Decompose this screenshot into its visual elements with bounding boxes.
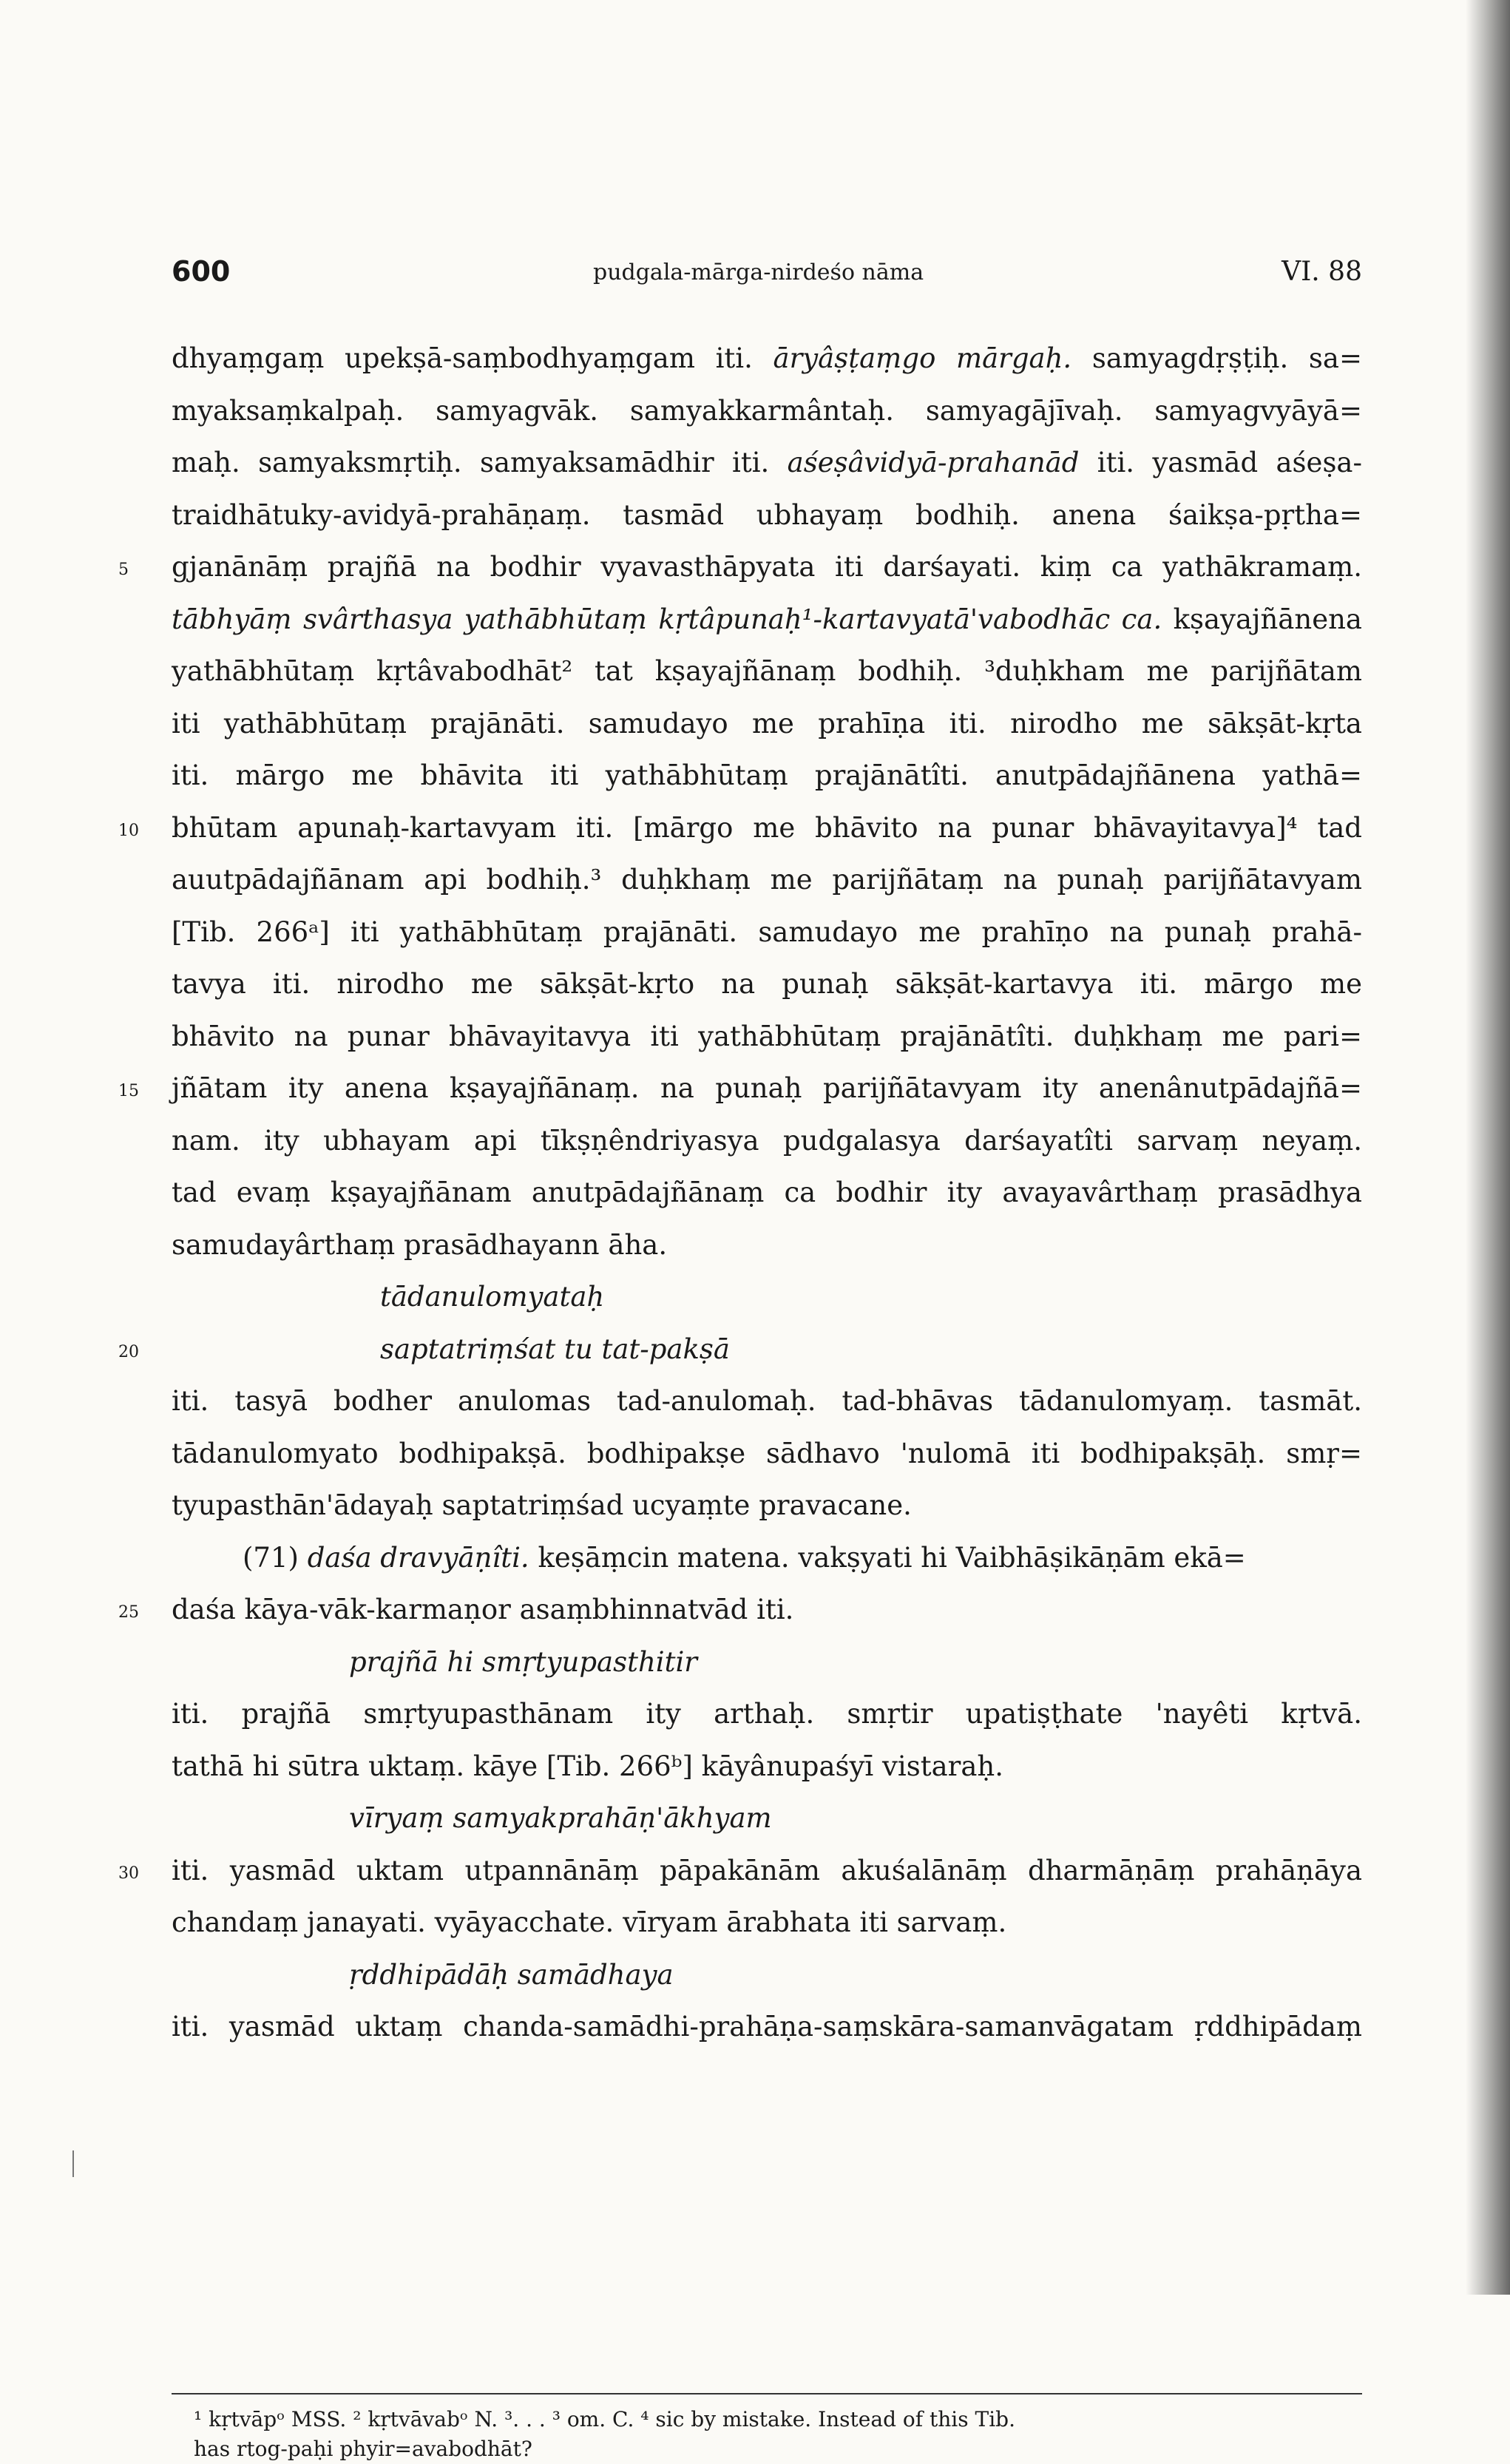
italic-verse: daśa dravyāṇîti. [307,1541,529,1574]
text-segment: keṣāṃcin matena. vakṣyati hi Vaibhāṣikāṇām ekā= [529,1541,1246,1574]
text-line [172,958,1362,1011]
text-segment: daśa kāya-vāk-karmaṇor asaṃbhinnatvād iti. [172,1594,794,1625]
italic-verse: vīryaṃ samyakprahāṇ'ākhyam [349,1802,772,1834]
text-segment: jñātam ity anena kṣayajñānaṃ. na punaḥ parijñātavyam ity anenânutpādajñā= [172,1072,1362,1104]
text-line [172,594,1362,646]
text-segment: samudayârthaṃ prasādhayann āha. [172,1228,668,1261]
page-header [172,255,1362,299]
text-segment: iti. yasmād aśeṣa- [1079,447,1362,478]
italic-verse: saptatriṃśat tu tat-pakṣā [380,1333,730,1365]
text-segment: gjanānāṃ prajñā na bodhir vyavasthāpyata iti darśayati. kiṃ ca yathākramaṃ. [172,551,1362,583]
text-line [172,1741,1362,1793]
text-segment: maḥ. samyaksmṛtiḥ. samyaksamādhir iti. [172,447,788,478]
text-line [172,1897,1362,1949]
italic-verse: prajñā hi smṛtyupasthitir [349,1645,697,1678]
text-segment: iti. tasyā bodher anulomas tad-anulomaḥ. tad-bhāvas tādanulomyaṃ. tasmāt. [172,1385,1362,1417]
text-segment: samyagdṛṣṭiḥ. sa= [1071,342,1362,374]
footnote-line: has rtog-paḥi phyir=avabodhāt? [194,2437,532,2461]
text-segment: bhūtam apunaḥ-kartavyam iti. [mārgo me bhāvito na punar bhāvayitavya]⁴ tad [172,811,1362,844]
text-line [172,907,1362,959]
text-segment: tathā hi sūtra uktaṃ. kāye [Tib. 266ᵇ] kāyânupaśyī vistaraḥ. [172,1750,1003,1782]
scan-shadow-edge [1466,0,1510,2295]
text-line [118,1324,1362,1376]
text-line [172,2001,1362,2054]
text-line [172,1167,1362,1219]
text-segment: tādanulomyato bodhipakṣā. bodhipakṣe sādhavo 'nulomā iti bodhipakṣāḥ. smṛ= [172,1437,1362,1469]
text-line [118,1063,1362,1115]
text-line [172,1480,1362,1532]
text-line [172,698,1362,751]
footnotes [194,2405,1362,2464]
text-line [172,1793,1362,1845]
line-number: 5 [118,561,129,579]
text-segment: [Tib. 266ᵃ] iti yathābhūtaṃ prajānāti. samudayo me prahīṇo na punaḥ prahā- [172,915,1362,948]
line-number: 15 [118,1082,139,1100]
text-segment: kṣayajñānena [1162,603,1362,635]
text-segment: iti yathābhūtaṃ prajānāti. samudayo me prahīṇa iti. nirodho me sākṣāt-kṛta [172,707,1362,739]
text-line [172,1375,1362,1428]
text-segment: iti. yasmād uktam utpannānāṃ pāpakānām akuśalānāṃ dharmāṇāṃ prahāṇāya [172,1854,1362,1886]
italic-verse: tādanulomyataḥ [380,1281,605,1313]
footnote-rule [172,2393,1362,2394]
text-line [172,1688,1362,1741]
line-number: 20 [118,1342,139,1361]
text-segment: traidhātuky-avidyā-prahāṇaṃ. tasmād ubhayaṃ bodhiḥ. anena śaikṣa-pṛtha= [172,498,1362,531]
text-segment: auutpādajñānam api bodhiḥ.³ duḥkhaṃ me parijñātaṃ na punaḥ parijñātavyam [172,864,1362,896]
text-line [172,1428,1362,1480]
text-line [172,1532,1362,1585]
text-line [172,437,1362,490]
italic-verse: aśeṣâvidyā-prahanād [787,447,1080,478]
text-line [172,646,1362,698]
text-segment: iti. prajñā smṛtyupasthānam ity arthaḥ. smṛtir upatiṣṭhate 'nayêti kṛtvā. [172,1698,1362,1730]
text-line [172,750,1362,802]
text-segment: myaksaṃkalpaḥ. samyagvāk. samyakkarmântaḥ. samyagājīvaḥ. samyagvyāyā= [172,394,1362,427]
text-segment: tavya iti. nirodho me sākṣāt-kṛto na punaḥ sākṣāt-kartavya iti. mārgo me [172,968,1362,1000]
text-line [172,1949,1362,2002]
text-line [172,1271,1362,1324]
text-segment: tad evaṃ kṣayajñānam anutpādajñānaṃ ca bodhir ity avayavârthaṃ prasādhya [172,1177,1362,1208]
text-line [172,385,1362,438]
text-line [118,1584,1362,1637]
footnote-line: ¹ kṛtvāpᵒ MSS. ² kṛtvāvabᵒ N. ³. . . ³ om. C. ⁴ sic by mistake. Instead of this Tib. [194,2407,1015,2431]
text-line [172,1011,1362,1063]
text-segment: iti. yasmād uktaṃ chanda-samādhi-prahāṇa-saṃskāra-samanvāgatam ṛddhipādaṃ [172,2011,1362,2042]
page-number: 600 [172,255,231,288]
text-segment: dhyaṃgaṃ upekṣā-saṃbodhyaṃgam iti. [172,342,773,374]
text-line [172,1115,1362,1168]
text-line [118,1845,1362,1898]
scan-mark [72,2150,74,2177]
text-segment: yathābhūtaṃ kṛtâvabodhāt² tat kṣayajñānaṃ bodhiḥ. ³duḥkham me parijñātam [172,655,1362,687]
italic-verse: āryâṣṭaṃgo mārgaḥ. [773,342,1072,374]
text-segment: tyupasthān'ādayaḥ saptatriṃśad ucyaṃte pravacane. [172,1489,912,1521]
main-text [118,333,1362,2054]
text-line [172,854,1362,907]
section-number: VI. 88 [1282,257,1362,287]
line-number: 10 [118,821,139,840]
line-number: 25 [118,1603,139,1622]
text-segment: nam. ity ubhayam api tīkṣṇêndriyasya pudgalasya darśayatîti sarvaṃ neyaṃ. [172,1124,1362,1157]
italic-verse: tābhyāṃ svârthasya yathābhūtaṃ kṛtâpunaḥ¹-kartavyatā'vabodhāc ca. [172,603,1162,635]
text-segment: iti. mārgo me bhāvita iti yathābhūtaṃ prajānātîti. anutpādajñānena yathā= [172,759,1362,791]
text-line [118,802,1362,855]
text-segment: chandaṃ janayati. vyāyacchate. vīryam ārabhata iti sarvaṃ. [172,1906,1007,1938]
text-line [172,1219,1362,1272]
text-segment: bhāvito na punar bhāvayitavya iti yathābhūtaṃ prajānātîti. duḥkhaṃ me pari= [172,1020,1362,1052]
text-line [172,333,1362,385]
text-line [172,490,1362,542]
running-title: pudgala-mārga-nirdeśo nāma [593,260,924,285]
italic-verse: ṛddhipādāḥ samādhaya [349,1958,674,1991]
text-line [118,541,1362,594]
text-line [172,1637,1362,1689]
line-number: 30 [118,1864,139,1883]
text-segment: (71) [243,1541,308,1574]
